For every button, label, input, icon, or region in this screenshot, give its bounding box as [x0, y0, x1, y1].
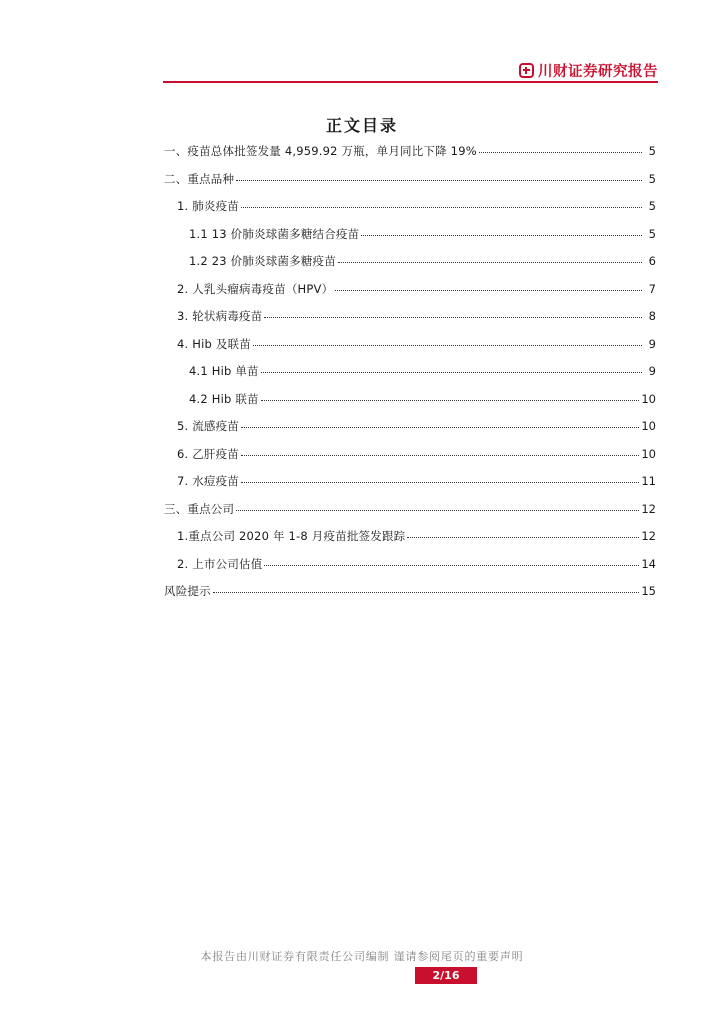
toc-entry[interactable] [164, 171, 656, 199]
toc-entry-page: 8 [648, 309, 656, 323]
toc-leader-dots [407, 537, 639, 538]
toc-leader-dots [361, 235, 642, 236]
toc-entry-label: 4.2 Hib 联苗 [189, 391, 259, 406]
toc-entry-label: 2. 人乳头瘤病毒疫苗（HPV） [177, 281, 334, 296]
toc-entry[interactable] [164, 446, 656, 474]
toc-entry[interactable] [164, 281, 656, 309]
toc-entry[interactable] [164, 583, 656, 611]
toc-entry-label: 一、疫苗总体批签发量 4,959.92 万瓶，单月同比下降 19% [164, 144, 477, 158]
toc-entry-label: 4.1 Hib 单苗 [189, 364, 259, 378]
toc-entry[interactable] [164, 308, 656, 336]
toc-leader-dots [236, 180, 642, 181]
toc-entry[interactable] [164, 253, 656, 281]
brand [519, 60, 658, 81]
toc-entry-page: 7 [648, 281, 656, 296]
toc-entry-label: 5. 流感疫苗 [177, 419, 240, 433]
toc-leader-dots [241, 207, 642, 208]
toc-entry-label: 1.1 13 价肺炎球菌多糖结合疫苗 [189, 226, 360, 241]
toc-entry[interactable] [164, 528, 656, 556]
toc-entry[interactable] [164, 226, 656, 254]
toc-entry-page: 5 [648, 171, 656, 186]
toc-leader-dots [264, 565, 639, 566]
header-divider [163, 81, 658, 83]
page-number-badge: 2/16 [415, 967, 477, 984]
toc-leader-dots [261, 400, 640, 401]
toc-entry[interactable] [164, 198, 656, 226]
toc-entry-page: 9 [648, 364, 656, 378]
toc-entry-label: 7. 水痘疫苗 [177, 474, 240, 488]
brand-name: 川财证券研究报告 [538, 63, 658, 80]
toc-entry-page: 14 [641, 556, 656, 571]
toc-entry-label: 三、重点公司 [164, 501, 235, 516]
toc-leader-dots [479, 152, 642, 153]
toc-leader-dots [261, 372, 642, 373]
toc-entry[interactable] [164, 556, 656, 584]
toc-entry-label: 2. 上市公司估值 [177, 556, 263, 571]
toc-entry-page: 10 [641, 391, 656, 406]
toc-entry-label: 1.重点公司 2020 年 1-8 月疫苗批签发跟踪 [177, 529, 406, 543]
toc-entry-page: 5 [648, 226, 656, 241]
toc-entry[interactable] [164, 363, 656, 391]
toc-entry-page: 10 [641, 446, 656, 461]
toc-entry-label: 4. Hib 及联苗 [177, 336, 251, 351]
toc-entry-page: 10 [641, 419, 656, 433]
toc-entry-label: 风险提示 [164, 584, 211, 598]
toc-leader-dots [241, 482, 639, 483]
table-of-contents [164, 143, 656, 611]
toc-entry-label: 3. 轮状病毒疫苗 [177, 309, 263, 323]
toc-title: 正文目录 [325, 116, 398, 135]
toc-leader-dots [335, 290, 642, 291]
toc-leader-dots [241, 455, 639, 456]
toc-entry[interactable] [164, 473, 656, 501]
toc-entry[interactable] [164, 391, 656, 419]
chuancai-logo-icon [519, 63, 534, 78]
toc-entry-label: 1.2 23 价肺炎球菌多糖疫苗 [189, 254, 336, 268]
toc-leader-dots [241, 427, 639, 428]
toc-entry-page: 9 [648, 336, 656, 351]
toc-entry[interactable] [164, 336, 656, 364]
toc-entry-page: 5 [648, 199, 656, 213]
toc-entry-page: 12 [641, 501, 656, 516]
toc-entry[interactable] [164, 418, 656, 446]
toc-entry[interactable] [164, 501, 656, 529]
toc-entry-page: 11 [641, 474, 656, 488]
toc-leader-dots [338, 262, 642, 263]
toc-leader-dots [236, 510, 639, 511]
toc-leader-dots [264, 317, 642, 318]
toc-entry-label: 6. 乙肝疫苗 [177, 446, 240, 461]
toc-entry-page: 6 [648, 254, 656, 268]
toc-leader-dots [213, 592, 640, 593]
toc-leader-dots [253, 345, 642, 346]
toc-entry[interactable] [164, 143, 656, 171]
toc-entry-label: 1. 肺炎疫苗 [177, 199, 240, 213]
toc-entry-page: 12 [641, 529, 656, 543]
toc-entry-page: 15 [641, 584, 656, 598]
page-header [163, 56, 658, 82]
footer-disclaimer: 本报告由川财证券有限责任公司编制 谨请参阅尾页的重要声明 [200, 950, 524, 963]
toc-entry-page: 5 [648, 144, 656, 158]
toc-entry-label: 二、重点品种 [164, 171, 235, 186]
